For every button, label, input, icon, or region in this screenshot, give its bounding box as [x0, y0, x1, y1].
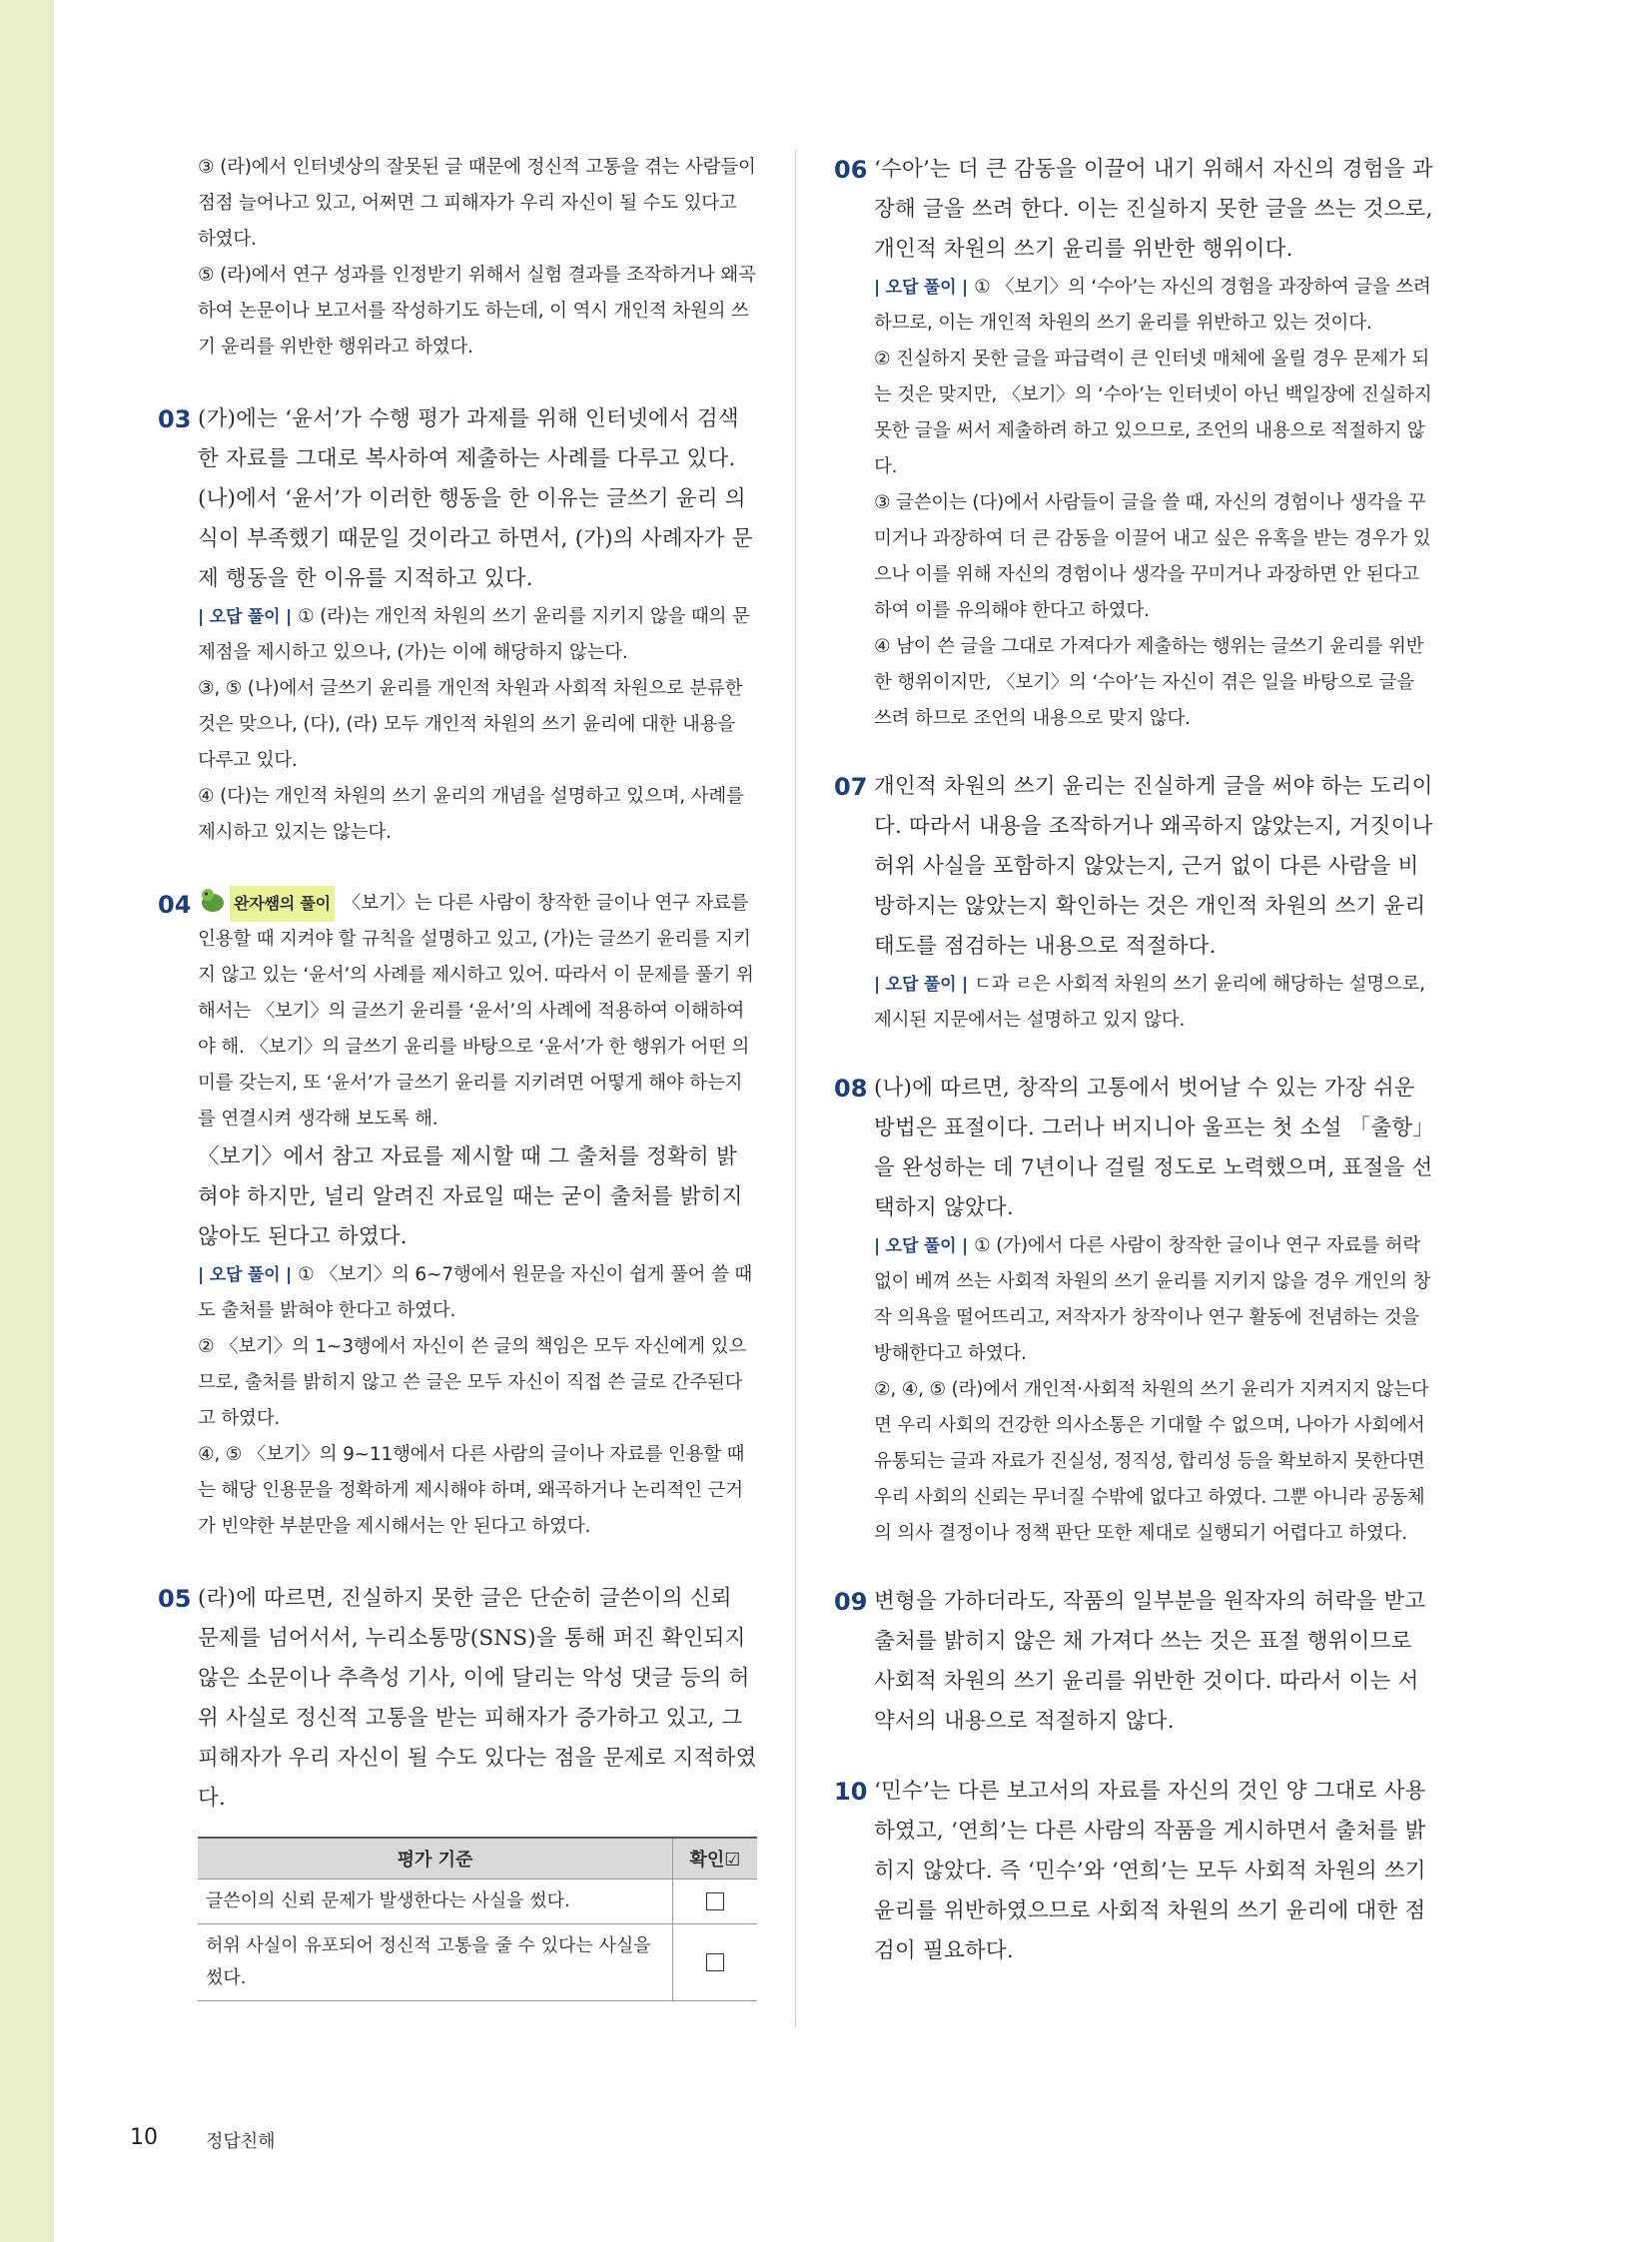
left-column — [158, 150, 757, 2001]
wrong-answer-3: ④, ⑤ 〈보기〉의 9~11행에서 다른 사람의 글이나 자료를 인용할 때는 해당 인용문을 정확하게 제시해야 하며, 왜곡하거나 논리적인 근거가 빈약한 부분만을 제시해서는 안 된다고 하였다. — [198, 1444, 745, 1537]
prev-explanation-3: ③ (라)에서 인터넷상의 잘못된 글 때문에 정신적 고통을 겪는 사람들이 점점 늘어나고 있고, 어쩌면 그 피해자가 우리 자신이 될 수도 있다고 하였다. — [198, 157, 756, 250]
hint-text: 〈보기〉는 다른 사람이 창작한 글이나 연구 자료를 인용할 때 지켜야 할 규칙을 설명하고 있고, (가)는 글쓰기 윤리를 지키지 않고 있는 ‘윤서’의 사례를 제시하고 있어. 따라서 이 문제를 풀기 위해서는 〈보기〉의 글쓰기 윤리를 ‘윤서’의 사례에 적용하여 이해하여야 해. 〈보기〉의 글쓰기 윤리를 바탕으로 ‘윤서’가 한 행위가 어떤 의미를 갖는지, 또 ‘윤서’가 글쓰기 윤리를 지키려면 어떻게 해야 하는지를 연결시켜 생각해 보도록 해. — [198, 893, 754, 1129]
wrong-answer-1: ㄷ과 ㄹ은 사회적 차원의 쓰기 윤리에 해당하는 설명으로, 제시된 지문에서는 설명하고 있지 않다. — [874, 974, 1425, 1031]
criteria-header: 평가 기준 — [198, 1838, 673, 1879]
evaluation-criteria-table — [198, 1837, 757, 2001]
wrong-answer-1: ① (가)에서 다른 사람이 창작한 글이나 연구 자료를 허락 없이 베껴 쓰는 사회적 차원의 쓰기 윤리를 지키지 않을 경우 개인의 창작 의욕을 떨어뜨리고, 저작자가 창작이나 연구 활동에 전념하는 것을 방해한다고 하였다. — [874, 1235, 1431, 1364]
answer-04 — [158, 885, 757, 1545]
answer-main: 〈보기〉에서 참고 자료를 제시할 때 그 출처를 정확히 밝혀야 하지만, 널리 알려진 자료일 때는 굳이 출처를 밝히지 않아도 된다고 하였다. — [198, 1144, 743, 1249]
wrong-answer-4: ④ 남이 쓴 글을 그대로 가져다가 제출하는 행위는 글쓰기 윤리를 위반한 행위이지만, 〈보기〉의 ‘수아’는 자신이 겪은 일을 바탕으로 글을 쓰려 하므로 조언의 내용으로 맞지 않다. — [874, 636, 1424, 729]
page-number: 10 — [130, 2125, 158, 2150]
turtle-mascot-icon — [198, 885, 228, 915]
answer-06 — [834, 150, 1433, 737]
table-row — [198, 1879, 757, 1924]
answer-main: ‘민수’는 다른 보고서의 자료를 자신의 것인 양 그대로 사용하였고, ‘연희’는 다른 사람의 작품을 게시하면서 출처를 밝히지 않았다. 즉 ‘민수’와 ‘연희’는 모두 사회적 차원의 쓰기 윤리를 위반하였으므로 사회적 차원의 쓰기 윤리에 대한 점검이 필요하다. — [874, 1779, 1426, 1963]
wrong-answer-label: | 오답 풀이 | — [198, 607, 293, 627]
question-number: 04 — [158, 891, 192, 919]
hint-label: 완자쌤의 풀이 — [230, 886, 335, 922]
check-header: 확인☑ — [673, 1838, 758, 1879]
answer-05 — [158, 1579, 757, 2001]
question-number: 10 — [834, 1778, 868, 1806]
right-column — [834, 150, 1433, 1971]
page-sidebar-band — [0, 0, 54, 2242]
answer-10 — [834, 1772, 1433, 1971]
answer-02-continued — [158, 150, 757, 366]
wrong-answer-2: ② 〈보기〉의 1~3행에서 자신이 쓴 글의 책임은 모두 자신에게 있으므로, 출처를 밝히지 않고 쓴 글은 모두 자신이 직접 쓴 글로 간주된다고 하였다. — [198, 1336, 746, 1429]
checkbox[interactable] — [706, 1953, 724, 1971]
answer-03 — [158, 399, 757, 851]
answer-main: 변형을 가하더라도, 작품의 일부분을 원작자의 허락을 받고 출처를 밝히지 않은 채 가져다 쓰는 것은 표절 행위이므로 사회적 차원의 쓰기 윤리를 위반한 것이다. 따라서 이는 서약서의 내용으로 적절하지 않다. — [874, 1589, 1426, 1734]
answer-07 — [834, 767, 1433, 1039]
answer-main: 개인적 차원의 쓰기 윤리는 진실하게 글을 써야 하는 도리이다. 따라서 내용을 조작하거나 왜곡하지 않았는지, 거짓이나 허위 사실을 포함하지 않았는지, 근거 없이 다른 사람을 비방하지는 않았는지 확인하는 것은 개인적 차원의 쓰기 윤리 태도를 점검하는 내용으로 적절하다. — [874, 774, 1433, 959]
wrong-answer-label: | 오답 풀이 | — [874, 278, 969, 298]
question-number: 06 — [834, 156, 868, 184]
question-number: 03 — [158, 405, 192, 433]
wrong-answer-3: ④ (다)는 개인적 차원의 쓰기 윤리의 개념을 설명하고 있으며, 사례를 제시하고 있지는 않는다. — [198, 786, 744, 843]
footer-title: 정답친해 — [206, 2131, 276, 2152]
answer-08 — [834, 1069, 1433, 1552]
wrong-answer-1: ① 〈보기〉의 6~7행에서 원문을 자신이 쉽게 풀어 쓸 때도 출처를 밝혀야 한다고 하였다. — [198, 1264, 753, 1321]
question-number: 05 — [158, 1585, 192, 1613]
wrong-answer-2: ②, ④, ⑤ (라)에서 개인적·사회적 차원의 쓰기 윤리가 지켜지지 않는다면 우리 사회의 건강한 의사소통은 기대할 수 없으며, 나아가 사회에서 유통되는 글과 자료가 진실성, 정직성, 합리성 등을 확보하지 못한다면 우리 사회의 신뢰는 무너질 수밖에 없다고 하였다. 그뿐 아니라 공동체의 의사 결정이나 정책 판단 또한 제대로 실행되기 어렵다고 하였다. — [874, 1379, 1429, 1544]
column-divider — [795, 150, 796, 2027]
wrong-answer-label: | 오답 풀이 | — [874, 975, 969, 995]
answer-main: (나)에 따르면, 창작의 고통에서 벗어날 수 있는 가장 쉬운 방법은 표절이다. 그러나 버지니아 울프는 첫 소설 「출항」을 완성하는 데 7년이나 걸릴 정도로 노력했으며, 표절을 선택하지 않았다. — [874, 1076, 1433, 1220]
answer-main: ‘수아’는 더 큰 감동을 이끌어 내기 위해서 자신의 경험을 과장해 글을 쓰려 한다. 이는 진실하지 못한 글을 쓰는 것으로, 개인적 차원의 쓰기 윤리를 위반한 행위이다. — [874, 157, 1433, 262]
question-number: 07 — [834, 773, 868, 801]
wrong-answer-1: ① 〈보기〉의 ‘수아’는 자신의 경험을 과장하여 글을 쓰려 하므로, 이는 개인적 차원의 쓰기 윤리를 위반하고 있는 것이다. — [874, 277, 1431, 334]
wrong-answer-2: ② 진실하지 못한 글을 파급력이 큰 인터넷 매체에 올릴 경우 문제가 되는 것은 맞지만, 〈보기〉의 ‘수아’는 인터넷이 아닌 백일장에 진실하지 못한 글을 써서 제출하려 하고 있으므로, 조언의 내용으로 적절하지 않다. — [874, 349, 1432, 477]
wrong-answer-3: ③ 글쓴이는 (다)에서 사람들이 글을 쓸 때, 자신의 경험이나 생각을 꾸미거나 과장하여 더 큰 감동을 이끌어 내고 싶은 유혹을 받는 경우가 있으나 이를 위해 자신의 경험이나 생각을 꾸미거나 과장하면 안 된다고 하여 이를 유의해야 한다고 하였다. — [874, 492, 1431, 621]
wrong-answer-1: ① (라)는 개인적 차원의 쓰기 윤리를 지키지 않을 때의 문제점을 제시하고 있으나, (가)는 이에 해당하지 않는다. — [198, 606, 750, 663]
answer-main: (가)에는 ‘윤서’가 수행 평가 과제를 위해 인터넷에서 검색한 자료를 그대로 복사하여 제출하는 사례를 다루고 있다. (나)에서 ‘윤서’가 이러한 행동을 한 이유는 글쓰기 윤리 의식이 부족했기 때문일 것이라고 하면서, (가)의 사례자가 문제 행동을 한 이유를 지적하고 있다. — [198, 406, 753, 591]
answer-09 — [834, 1582, 1433, 1742]
checkbox[interactable] — [706, 1892, 724, 1910]
wrong-answer-label: | 오답 풀이 | — [198, 1265, 293, 1285]
prev-explanation-5: ⑤ (라)에서 연구 성과를 인정받기 위해서 실험 결과를 조작하거나 왜곡하여 논문이나 보고서를 작성하기도 하는데, 이 역시 개인적 차원의 쓰기 윤리를 위반한 행위라고 하였다. — [198, 265, 756, 358]
question-number: 09 — [834, 1588, 868, 1616]
question-number: 08 — [834, 1075, 868, 1103]
criteria-cell: 글쓴이의 신뢰 문제가 발생한다는 사실을 썼다. — [198, 1879, 673, 1924]
wrong-answer-2: ③, ⑤ (나)에서 글쓰기 윤리를 개인적 차원과 사회적 차원으로 분류한 것은 맞으나, (다), (라) 모두 개인적 차원의 쓰기 윤리에 대한 내용을 다루고 있다. — [198, 678, 743, 771]
table-row — [198, 1924, 757, 2001]
criteria-cell: 허위 사실이 유포되어 정신적 고통을 줄 수 있다는 사실을 썼다. — [198, 1924, 673, 2001]
wrong-answer-label: | 오답 풀이 | — [874, 1236, 969, 1256]
answer-main: (라)에 따르면, 진실하지 못한 글은 단순히 글쓴이의 신뢰 문제를 넘어서서, 누리소통망(SNS)을 통해 퍼진 확인되지 않은 소문이나 추측성 기사, 이에 달리는 악성 댓글 등의 허위 사실로 정신적 고통을 받는 피해자가 증가하고 있고, 그 피해자가 우리 자신이 될 수도 있다는 점을 문제로 지적하였다. — [198, 1586, 757, 1811]
